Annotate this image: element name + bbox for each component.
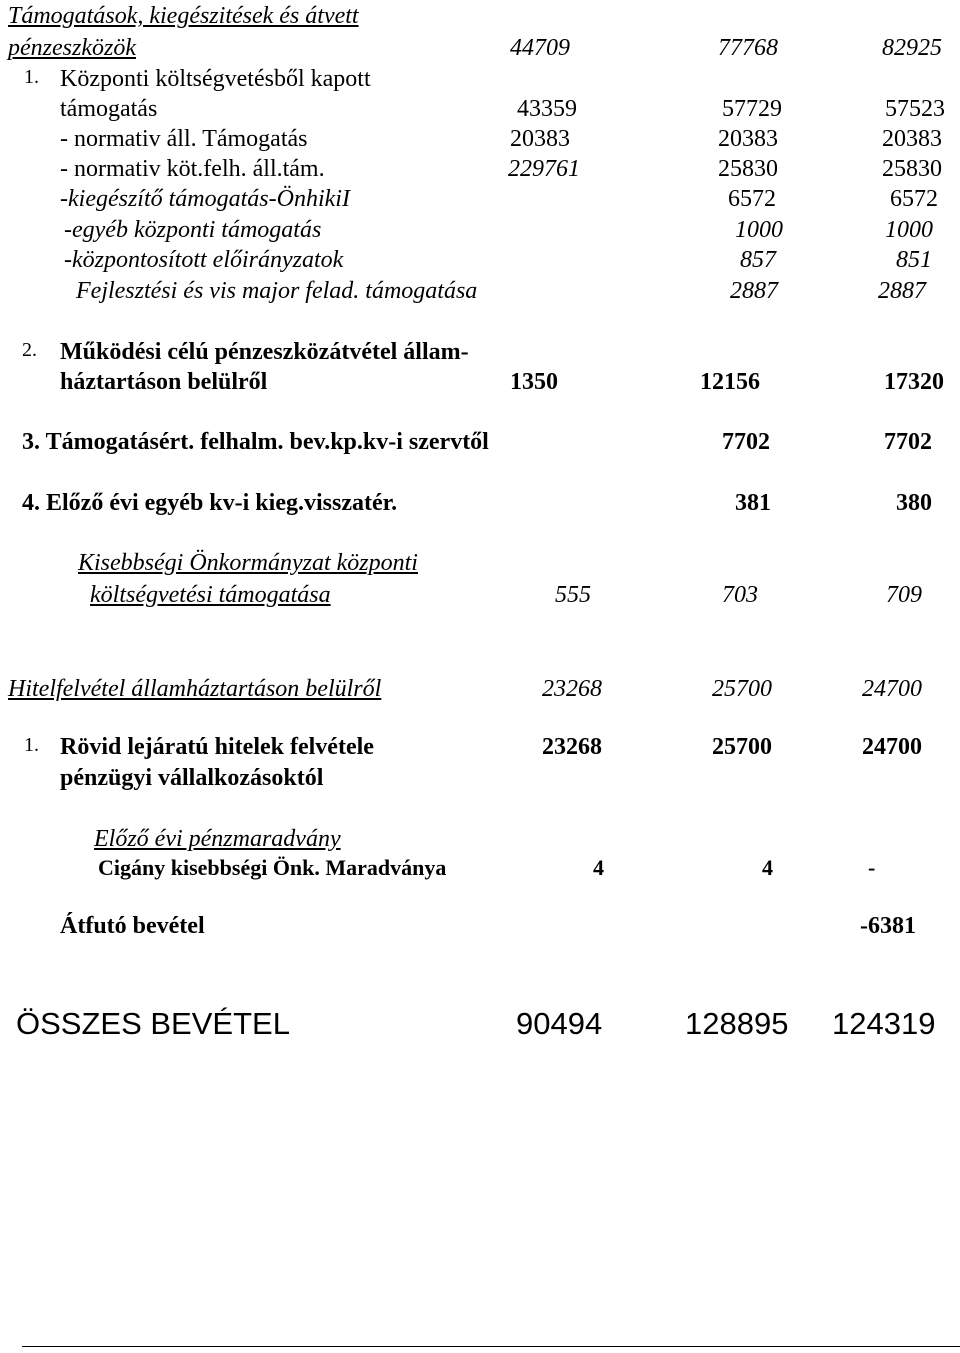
kisebbsegi-value-3: 709	[886, 582, 922, 608]
atfuto-value-3: -6381	[860, 913, 916, 939]
section2-value-3: 17320	[884, 369, 944, 395]
row-kozpontositott-value-3: 851	[896, 247, 932, 273]
section1-value-2: 57729	[722, 96, 782, 122]
kisebbsegi-value-2: 703	[722, 582, 758, 608]
row-egyeb-label: -egyéb központi támogatás	[64, 217, 322, 243]
section1-number: 1.	[24, 66, 39, 88]
row-kotott-value-2: 25830	[718, 156, 778, 182]
section2-number: 2.	[22, 339, 37, 361]
row-fejlesztesi-value-2: 2887	[730, 278, 778, 304]
osszes-value-2: 128895	[685, 1006, 789, 1041]
hitel-sub-label-line2: pénzügyi vállalkozásoktól	[60, 765, 324, 791]
maradvany-value-2: 4	[762, 855, 773, 880]
hitel-sub-value-1: 23268	[542, 734, 602, 760]
section-title-line1: Támogatások, kiegészitések és átvett	[8, 3, 359, 29]
kisebbsegi-title-line2: költségvetési támogatása	[90, 582, 331, 608]
hitel-sub-label-line1: Rövid lejáratú hitelek felvétele	[60, 734, 374, 760]
hitel-sub-value-2: 25700	[712, 734, 772, 760]
row-egyeb-value-2: 1000	[735, 217, 783, 243]
section4-label: 4. Előző évi egyéb kv-i kieg.visszatér.	[22, 490, 398, 516]
row-kiegeszito-label: -kiegészítő támogatás-ÖnhikiI	[60, 186, 350, 212]
hitel-title: Hitelfelvétel államháztartáson belülről	[8, 676, 382, 702]
row-kozpontositott-value-2: 857	[740, 247, 776, 273]
maradvany-value-1: 4	[593, 855, 604, 880]
section1-label-line2: támogatás	[60, 96, 158, 122]
section1-label-line1: Központi költségvetésből kapott	[60, 66, 371, 92]
osszes-label: ÖSSZES BEVÉTEL	[16, 1006, 290, 1041]
row-kiegeszito-value-2: 6572	[728, 186, 776, 212]
bottom-rule	[22, 1346, 960, 1347]
maradvany-title: Előző évi pénzmaradvány	[94, 826, 341, 852]
section2-label-line2: háztartáson belülről	[60, 369, 268, 395]
hitel-sub-value-3: 24700	[862, 734, 922, 760]
osszes-value-3: 124319	[832, 1006, 936, 1041]
hitel-value-3: 24700	[862, 676, 922, 702]
row-kotott-value-1: 229761	[508, 156, 580, 182]
section2-value-2: 12156	[700, 369, 760, 395]
section3-value-2: 7702	[722, 429, 770, 455]
row-egyeb-value-3: 1000	[885, 217, 933, 243]
maradvany-value-3: -	[868, 855, 876, 880]
section2-value-1: 1350	[510, 369, 558, 395]
title-value-1: 44709	[510, 35, 570, 61]
row-normativ-value-1: 20383	[510, 126, 570, 152]
row-fejlesztesi-label: Fejlesztési és vis major felad. támogatása	[76, 278, 478, 304]
section4-value-3: 380	[896, 490, 932, 516]
title-value-2: 77768	[718, 35, 778, 61]
section1-value-3: 57523	[885, 96, 945, 122]
row-kozpontositott-label: -központosított előirányzatok	[64, 247, 344, 273]
row-kotott-label: - normativ köt.felh. áll.tám.	[60, 156, 325, 182]
hitel-sub-number: 1.	[24, 734, 39, 756]
hitel-value-1: 23268	[542, 676, 602, 702]
section4-value-2: 381	[735, 490, 771, 516]
atfuto-label: Átfutó bevétel	[60, 913, 205, 939]
row-normativ-value-3: 20383	[882, 126, 942, 152]
maradvany-sub-label: Cigány kisebbségi Önk. Maradványa	[98, 855, 447, 880]
kisebbsegi-value-1: 555	[555, 582, 591, 608]
section3-label: 3. Támogatásért. felhalm. bev.kp.kv-i szervtől	[22, 429, 489, 455]
row-normativ-label: - normativ áll. Támogatás	[60, 126, 308, 152]
section2-label-line1: Működési célú pénzeszközátvétel állam-	[60, 339, 469, 365]
section3-value-3: 7702	[884, 429, 932, 455]
osszes-value-1: 90494	[516, 1006, 603, 1041]
row-normativ-value-2: 20383	[718, 126, 778, 152]
section1-value-1: 43359	[517, 96, 577, 122]
row-kotott-value-3: 25830	[882, 156, 942, 182]
section-title-line2: pénzeszközök	[8, 35, 136, 61]
hitel-value-2: 25700	[712, 676, 772, 702]
row-fejlesztesi-value-3: 2887	[878, 278, 926, 304]
kisebbsegi-title-line1: Kisebbségi Önkormányzat központi	[78, 550, 418, 576]
title-value-3: 82925	[882, 35, 942, 61]
row-kiegeszito-value-3: 6572	[890, 186, 938, 212]
